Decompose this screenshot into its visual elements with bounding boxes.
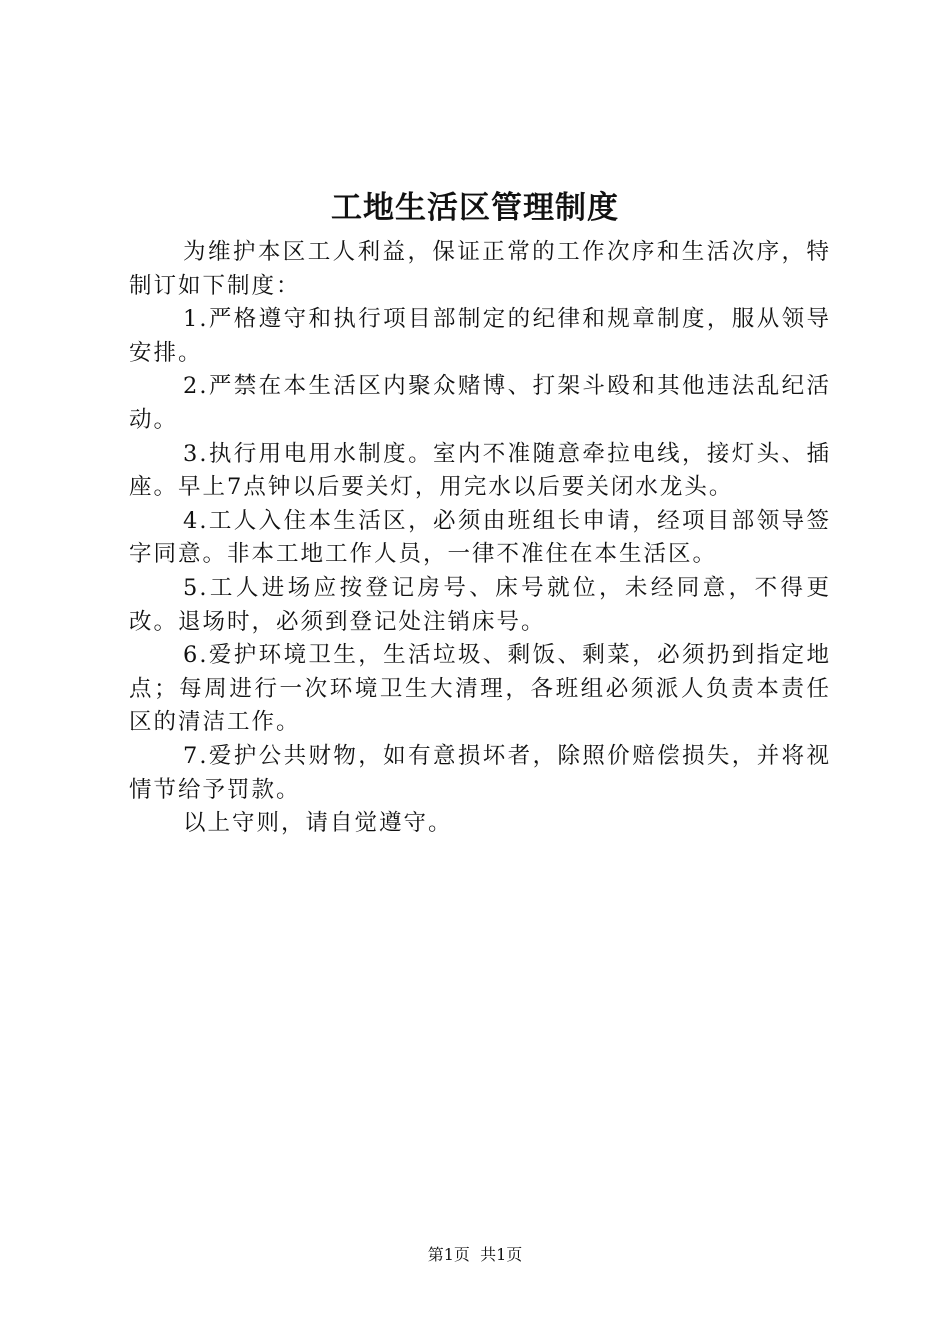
paragraph-intro: 为维护本区工人利益，保证正常的工作次序和生活次序，特制订如下制度： — [129, 239, 831, 299]
paragraph-rule-3: 3.执行用电用水制度。室内不准随意牵拉电线，接灯头、插座。早上7点钟以后要关灯，用完水以后要关闭水龙头。 — [129, 440, 831, 501]
document-title: 工地生活区管理制度 — [331, 190, 619, 226]
paragraph-rule-4: 4.工人入住本生活区，必须由班组长申请，经项目部领导签字同意。非本工地工作人员，一律不准住在本生活区。 — [129, 507, 831, 568]
page-footer — [0, 1243, 950, 1267]
paragraph-rule-2: 2.严禁在本生活区内聚众赌博、打架斗殴和其他违法乱纪活动。 — [129, 373, 831, 433]
paragraph-rule-5: 5.工人进场应按登记房号、床号就位，未经同意，不得更改。退场时，必须到登记处注销床号。 — [129, 574, 831, 635]
paragraph-closing: 以上守则，请自觉遵守。 — [183, 810, 453, 837]
paragraph-rule-7: 7.爱护公共财物，如有意损坏者，除照价赔偿损失，并将视情节给予罚款。 — [129, 742, 831, 803]
paragraph-rule-1: 1.严格遵守和执行项目部制定的纪律和规章制度，服从领导安排。 — [129, 306, 831, 366]
document-body — [129, 236, 831, 841]
paragraph-rule-6: 6.爱护环境卫生，生活垃圾、剩饭、剩菜，必须扔到指定地点；每周进行一次环境卫生大清理，各班组必须派人负责本责任区的清洁工作。 — [129, 642, 831, 736]
page-number: 第1页 共1页 — [427, 1245, 523, 1264]
